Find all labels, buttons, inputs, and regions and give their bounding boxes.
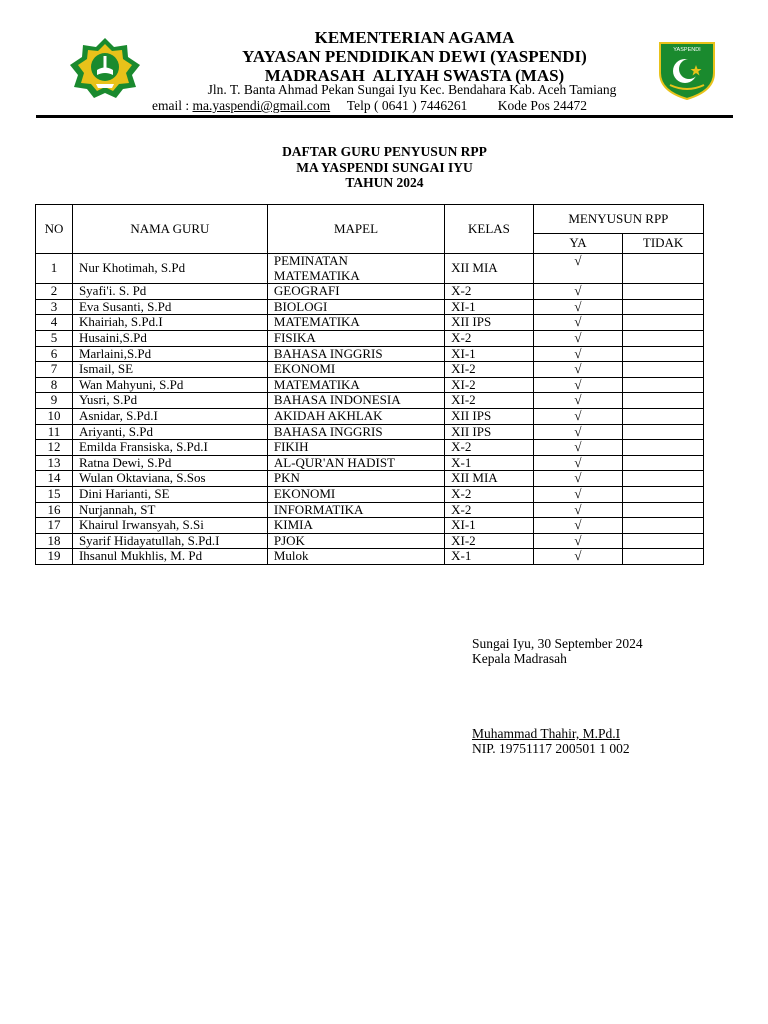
cell-ya: √ xyxy=(533,284,622,300)
title-line-3: TAHUN 2024 xyxy=(345,175,424,190)
address: Jln. T. Banta Ahmad Pekan Sungai Iyu Kec. Bendahara Kab. Aceh Tamiang xyxy=(207,82,617,97)
cell-kelas: XII IPS xyxy=(445,408,534,424)
ministry-name: KEMENTERIAN AGAMA xyxy=(314,28,515,47)
cell-no: 9 xyxy=(36,393,73,409)
cell-tidak xyxy=(623,284,704,300)
cell-mapel xyxy=(267,254,444,284)
cell-tidak xyxy=(623,299,704,315)
email-link[interactable]: ma.yaspendi@gmail.com xyxy=(192,98,331,113)
email-label: email : xyxy=(152,98,193,113)
cell-no: 7 xyxy=(36,362,73,378)
cell-no: 12 xyxy=(36,440,73,456)
cell-nama: Syafi'i. S. Pd xyxy=(72,284,267,300)
cell-tidak xyxy=(623,549,704,565)
table-row xyxy=(36,284,704,300)
cell-mapel: MATEMATIKA xyxy=(267,377,444,393)
table-body xyxy=(36,254,704,565)
cell-mapel-line-1: PEMINATAN xyxy=(273,253,348,268)
table-row xyxy=(36,315,704,331)
cell-kelas: XII IPS xyxy=(445,315,534,331)
table-row xyxy=(36,424,704,440)
table-row xyxy=(36,408,704,424)
table-row xyxy=(36,299,704,315)
cell-no: 14 xyxy=(36,471,73,487)
cell-mapel: EKONOMI xyxy=(267,362,444,378)
cell-kelas: X-2 xyxy=(445,486,534,502)
signer-nip: NIP. 19751117 200501 1 002 xyxy=(472,741,630,756)
cell-kelas: X-2 xyxy=(445,284,534,300)
cell-nama: Wulan Oktaviana, S.Sos xyxy=(72,471,267,487)
signer-position: Kepala Madrasah xyxy=(472,651,567,666)
cell-nama: Yusri, S.Pd xyxy=(72,393,267,409)
ministry-logo-icon xyxy=(68,37,142,99)
cell-tidak xyxy=(623,486,704,502)
table-row xyxy=(36,533,704,549)
cell-ya: √ xyxy=(533,440,622,456)
cell-mapel: GEOGRAFI xyxy=(267,284,444,300)
cell-nama: Ihsanul Mukhlis, M. Pd xyxy=(72,549,267,565)
cell-no: 13 xyxy=(36,455,73,471)
cell-tidak xyxy=(623,362,704,378)
table-row xyxy=(36,377,704,393)
cell-ya: √ xyxy=(533,254,622,284)
cell-tidak xyxy=(623,254,704,284)
teacher-table xyxy=(35,204,704,565)
col-ya: YA xyxy=(533,234,622,254)
cell-ya: √ xyxy=(533,518,622,534)
signature-block xyxy=(472,636,643,756)
cell-kelas: XII MIA xyxy=(445,471,534,487)
cell-tidak xyxy=(623,455,704,471)
cell-kelas: X-1 xyxy=(445,549,534,565)
cell-nama: Khairiah, S.Pd.I xyxy=(72,315,267,331)
cell-mapel: MATEMATIKA xyxy=(267,315,444,331)
table-row xyxy=(36,440,704,456)
cell-nama: Husaini,S.Pd xyxy=(72,330,267,346)
cell-nama: Dini Harianti, SE xyxy=(72,486,267,502)
cell-mapel: FIKIH xyxy=(267,440,444,456)
cell-mapel: KIMIA xyxy=(267,518,444,534)
cell-kelas: X-1 xyxy=(445,455,534,471)
cell-ya: √ xyxy=(533,315,622,331)
cell-tidak xyxy=(623,330,704,346)
cell-mapel: BAHASA INGGRIS xyxy=(267,346,444,362)
table-row xyxy=(36,362,704,378)
cell-kelas: XII MIA xyxy=(445,254,534,284)
col-no: NO xyxy=(36,205,73,254)
cell-mapel: PJOK xyxy=(267,533,444,549)
cell-tidak xyxy=(623,440,704,456)
cell-kelas: XI-1 xyxy=(445,518,534,534)
cell-no: 16 xyxy=(36,502,73,518)
cell-ya: √ xyxy=(533,486,622,502)
cell-nama: Marlaini,S.Pd xyxy=(72,346,267,362)
cell-tidak xyxy=(623,346,704,362)
cell-nama: Ratna Dewi, S.Pd xyxy=(72,455,267,471)
col-nama: NAMA GURU xyxy=(72,205,267,254)
table-row xyxy=(36,455,704,471)
cell-nama: Syarif Hidayatullah, S.Pd.I xyxy=(72,533,267,549)
cell-no: 10 xyxy=(36,408,73,424)
document-title xyxy=(36,144,733,191)
col-kelas: KELAS xyxy=(445,205,534,254)
cell-mapel: Mulok xyxy=(267,549,444,565)
cell-no: 4 xyxy=(36,315,73,331)
cell-tidak xyxy=(623,408,704,424)
cell-no: 17 xyxy=(36,518,73,534)
cell-ya: √ xyxy=(533,471,622,487)
table-row xyxy=(36,486,704,502)
contact-line xyxy=(152,98,652,114)
cell-nama: Ismail, SE xyxy=(72,362,267,378)
cell-mapel: AL-QUR'AN HADIST xyxy=(267,455,444,471)
cell-ya: √ xyxy=(533,299,622,315)
cell-no: 1 xyxy=(36,254,73,284)
cell-ya: √ xyxy=(533,393,622,409)
cell-no: 11 xyxy=(36,424,73,440)
table-row xyxy=(36,549,704,565)
table-row xyxy=(36,254,704,284)
cell-mapel: BAHASA INGGRIS xyxy=(267,424,444,440)
cell-kelas: X-2 xyxy=(445,502,534,518)
cell-no: 3 xyxy=(36,299,73,315)
phone: Telp ( 0641 ) 7446261 xyxy=(330,98,468,113)
cell-ya: √ xyxy=(533,377,622,393)
cell-ya: √ xyxy=(533,549,622,565)
cell-nama: Nurjannah, ST xyxy=(72,502,267,518)
col-group-menyusun-rpp: MENYUSUN RPP xyxy=(533,205,703,234)
table-row xyxy=(36,471,704,487)
place-date: Sungai Iyu, 30 September 2024 xyxy=(472,636,643,651)
cell-nama: Ariyanti, S.Pd xyxy=(72,424,267,440)
letterhead-divider xyxy=(36,115,733,118)
cell-nama: Nur Khotimah, S.Pd xyxy=(72,254,267,284)
school-name: MADRASAH ALIYAH SWASTA (MAS) xyxy=(264,66,565,85)
cell-ya: √ xyxy=(533,424,622,440)
cell-kelas: XI-2 xyxy=(445,377,534,393)
cell-ya: √ xyxy=(533,502,622,518)
table-row xyxy=(36,346,704,362)
cell-mapel: FISIKA xyxy=(267,330,444,346)
table-row xyxy=(36,330,704,346)
cell-nama: Khairul Irwansyah, S.Si xyxy=(72,518,267,534)
cell-no: 19 xyxy=(36,549,73,565)
cell-ya: √ xyxy=(533,346,622,362)
table-row xyxy=(36,502,704,518)
cell-nama: Eva Susanti, S.Pd xyxy=(72,299,267,315)
cell-mapel: BAHASA INDONESIA xyxy=(267,393,444,409)
col-mapel: MAPEL xyxy=(267,205,444,254)
cell-no: 8 xyxy=(36,377,73,393)
cell-no: 18 xyxy=(36,533,73,549)
cell-kelas: XI-2 xyxy=(445,393,534,409)
cell-mapel: BIOLOGI xyxy=(267,299,444,315)
cell-nama: Wan Mahyuni, S.Pd xyxy=(72,377,267,393)
cell-ya: √ xyxy=(533,533,622,549)
cell-kelas: XI-1 xyxy=(445,299,534,315)
signer-name: Muhammad Thahir, M.Pd.I xyxy=(472,726,621,741)
cell-tidak xyxy=(623,315,704,331)
cell-mapel: AKIDAH AKHLAK xyxy=(267,408,444,424)
col-tidak: TIDAK xyxy=(623,234,704,254)
cell-kelas: XII IPS xyxy=(445,424,534,440)
cell-kelas: X-2 xyxy=(445,440,534,456)
cell-kelas: XI-2 xyxy=(445,533,534,549)
cell-no: 6 xyxy=(36,346,73,362)
title-line-1: DAFTAR GURU PENYUSUN RPP xyxy=(282,144,487,159)
cell-ya: √ xyxy=(533,362,622,378)
cell-mapel-line-2: MATEMATIKA xyxy=(273,267,360,283)
cell-tidak xyxy=(623,471,704,487)
cell-tidak xyxy=(623,377,704,393)
cell-no: 15 xyxy=(36,486,73,502)
table-row xyxy=(36,518,704,534)
cell-tidak xyxy=(623,533,704,549)
cell-tidak xyxy=(623,518,704,534)
cell-mapel: PKN xyxy=(267,471,444,487)
cell-tidak xyxy=(623,502,704,518)
cell-kelas: X-2 xyxy=(445,330,534,346)
cell-tidak xyxy=(623,393,704,409)
letterhead xyxy=(36,28,733,120)
cell-nama: Asnidar, S.Pd.I xyxy=(72,408,267,424)
cell-mapel: EKONOMI xyxy=(267,486,444,502)
cell-kelas: XI-1 xyxy=(445,346,534,362)
foundation-logo-text: YASPENDI xyxy=(673,47,701,53)
foundation-name: YAYASAN PENDIDIKAN DEWI (YASPENDI) xyxy=(242,47,587,66)
title-line-2: MA YASPENDI SUNGAI IYU xyxy=(296,159,473,175)
cell-ya: √ xyxy=(533,408,622,424)
postal-code: Kode Pos 24472 xyxy=(467,98,587,113)
cell-ya: √ xyxy=(533,455,622,471)
cell-nama: Emilda Fransiska, S.Pd.I xyxy=(72,440,267,456)
cell-mapel: INFORMATIKA xyxy=(267,502,444,518)
cell-no: 5 xyxy=(36,330,73,346)
foundation-logo-icon xyxy=(656,39,718,101)
cell-tidak xyxy=(623,424,704,440)
cell-ya: √ xyxy=(533,330,622,346)
cell-no: 2 xyxy=(36,284,73,300)
table-row xyxy=(36,393,704,409)
cell-kelas: XI-2 xyxy=(445,362,534,378)
